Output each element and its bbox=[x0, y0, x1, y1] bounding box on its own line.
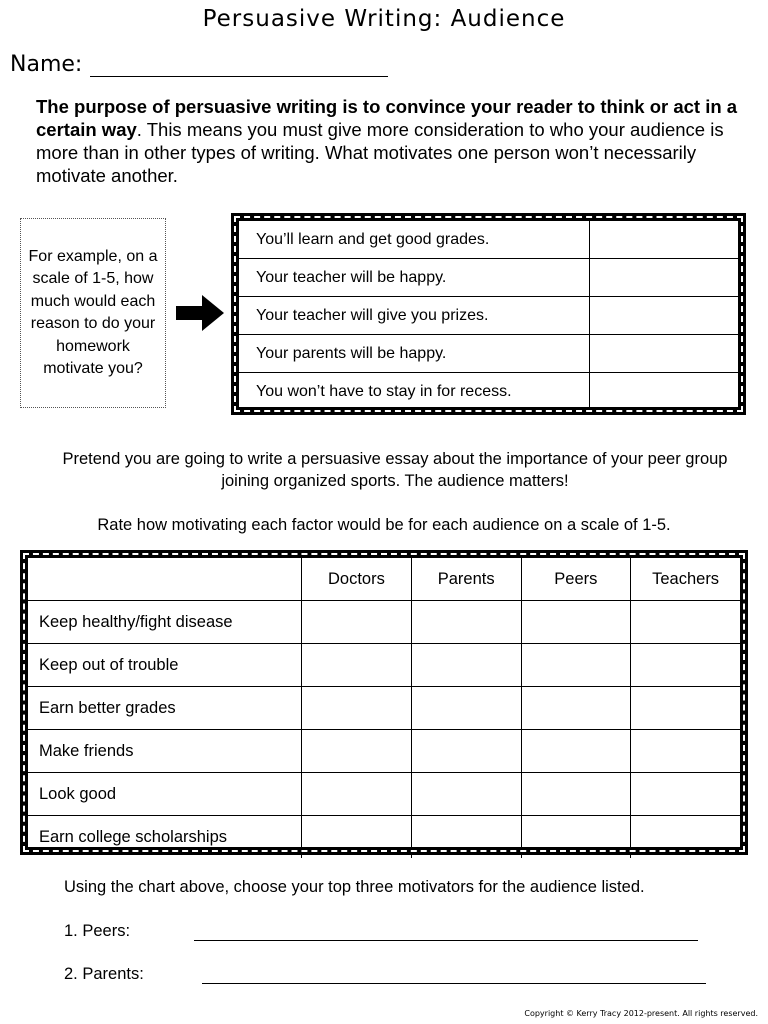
right-arrow-icon bbox=[176, 295, 224, 336]
rating-cell[interactable] bbox=[521, 773, 631, 816]
copyright-text: Copyright © Kerry Tracy 2012-present. All rights reserved. bbox=[524, 1009, 758, 1018]
table-row bbox=[28, 730, 740, 773]
reason-cell: Your teacher will be happy. bbox=[239, 259, 590, 297]
table-row bbox=[239, 335, 738, 373]
name-label: Name: bbox=[10, 52, 83, 77]
rating-cell[interactable] bbox=[590, 297, 739, 335]
rating-cell[interactable] bbox=[590, 259, 739, 297]
answer-line[interactable] bbox=[202, 965, 706, 984]
rating-cell[interactable] bbox=[521, 644, 631, 687]
rating-cell[interactable] bbox=[411, 601, 521, 644]
name-row bbox=[10, 52, 388, 77]
name-field[interactable] bbox=[90, 54, 388, 77]
answer-label: 2. Parents: bbox=[64, 965, 144, 983]
rate-instruction: Rate how motivating each factor would be for each audience on a scale of 1-5. bbox=[97, 516, 671, 534]
rating-cell[interactable] bbox=[521, 687, 631, 730]
table-row bbox=[28, 773, 740, 816]
intro-paragraph bbox=[36, 95, 748, 187]
table-row bbox=[239, 373, 738, 411]
example-box bbox=[20, 218, 166, 408]
rating-cell[interactable] bbox=[302, 773, 412, 816]
rating-cell[interactable] bbox=[302, 687, 412, 730]
rating-cell[interactable] bbox=[631, 644, 740, 687]
table-row bbox=[239, 221, 738, 259]
table-row bbox=[239, 297, 738, 335]
reasons-table bbox=[231, 213, 746, 415]
reason-cell: You’ll learn and get good grades. bbox=[239, 221, 590, 259]
rating-cell[interactable] bbox=[631, 730, 740, 773]
grid-header-peers: Peers bbox=[521, 558, 631, 601]
answer-parents bbox=[64, 965, 706, 984]
rating-cell[interactable] bbox=[590, 221, 739, 259]
answer-peers bbox=[64, 922, 698, 941]
table-row bbox=[239, 259, 738, 297]
rating-cell[interactable] bbox=[411, 730, 521, 773]
grid-header-blank bbox=[28, 558, 302, 601]
page-title: Persuasive Writing: Audience bbox=[202, 6, 566, 32]
rating-cell[interactable] bbox=[521, 730, 631, 773]
rating-cell[interactable] bbox=[411, 687, 521, 730]
factor-cell: Look good bbox=[28, 773, 302, 816]
answer-label: 1. Peers: bbox=[64, 922, 131, 940]
example-text: For example, on a scale of 1-5, how much would each reason to do your homework motivate you? bbox=[28, 247, 158, 377]
answer-line[interactable] bbox=[194, 922, 698, 941]
intro-bold: The purpose of persuasive writing is to convince your reader to think or act in a certain way bbox=[36, 96, 738, 140]
rating-cell[interactable] bbox=[631, 687, 740, 730]
reason-cell: You won’t have to stay in for recess. bbox=[256, 382, 512, 400]
reason-cell: Your teacher will give you prizes. bbox=[239, 297, 590, 335]
rating-cell[interactable] bbox=[631, 816, 740, 859]
grid-header-parents: Parents bbox=[411, 558, 521, 601]
rating-cell[interactable] bbox=[411, 816, 521, 859]
factor-cell: Make friends bbox=[28, 730, 302, 773]
intro-rest: . This means you must give more consideration to who your audience is more than in other types of writing. What motivates one person won’t necessarily motivate another. bbox=[36, 119, 724, 186]
table-row bbox=[28, 644, 740, 687]
rating-cell[interactable] bbox=[411, 644, 521, 687]
table-row bbox=[28, 601, 740, 644]
factor-cell: Keep out of trouble bbox=[28, 644, 302, 687]
table-row bbox=[28, 687, 740, 730]
grid-header-row bbox=[28, 558, 740, 601]
rating-cell[interactable] bbox=[521, 816, 631, 859]
grid-header-teachers: Teachers bbox=[631, 558, 740, 601]
rating-cell[interactable] bbox=[302, 601, 412, 644]
factor-cell: Keep healthy/fight disease bbox=[28, 601, 302, 644]
top-three-instruction: Using the chart above, choose your top three motivators for the audience listed. bbox=[64, 878, 645, 896]
rating-cell[interactable] bbox=[302, 816, 412, 859]
factor-cell: Earn college scholarships bbox=[28, 816, 302, 859]
rating-cell[interactable] bbox=[302, 644, 412, 687]
audience-grid bbox=[20, 550, 748, 855]
rating-cell[interactable] bbox=[590, 335, 739, 373]
rating-cell[interactable] bbox=[590, 373, 739, 411]
rating-cell[interactable] bbox=[411, 773, 521, 816]
rating-cell[interactable] bbox=[521, 601, 631, 644]
reason-cell: Your parents will be happy. bbox=[239, 335, 590, 373]
pretend-paragraph: Pretend you are going to write a persuasive essay about the importance of your peer group joining organized sports. The audience matters! bbox=[62, 450, 728, 490]
factor-cell: Earn better grades bbox=[28, 687, 302, 730]
rating-cell[interactable] bbox=[302, 730, 412, 773]
table-row bbox=[28, 816, 740, 859]
rating-cell[interactable] bbox=[631, 773, 740, 816]
rating-cell[interactable] bbox=[631, 601, 740, 644]
grid-header-doctors: Doctors bbox=[302, 558, 412, 601]
